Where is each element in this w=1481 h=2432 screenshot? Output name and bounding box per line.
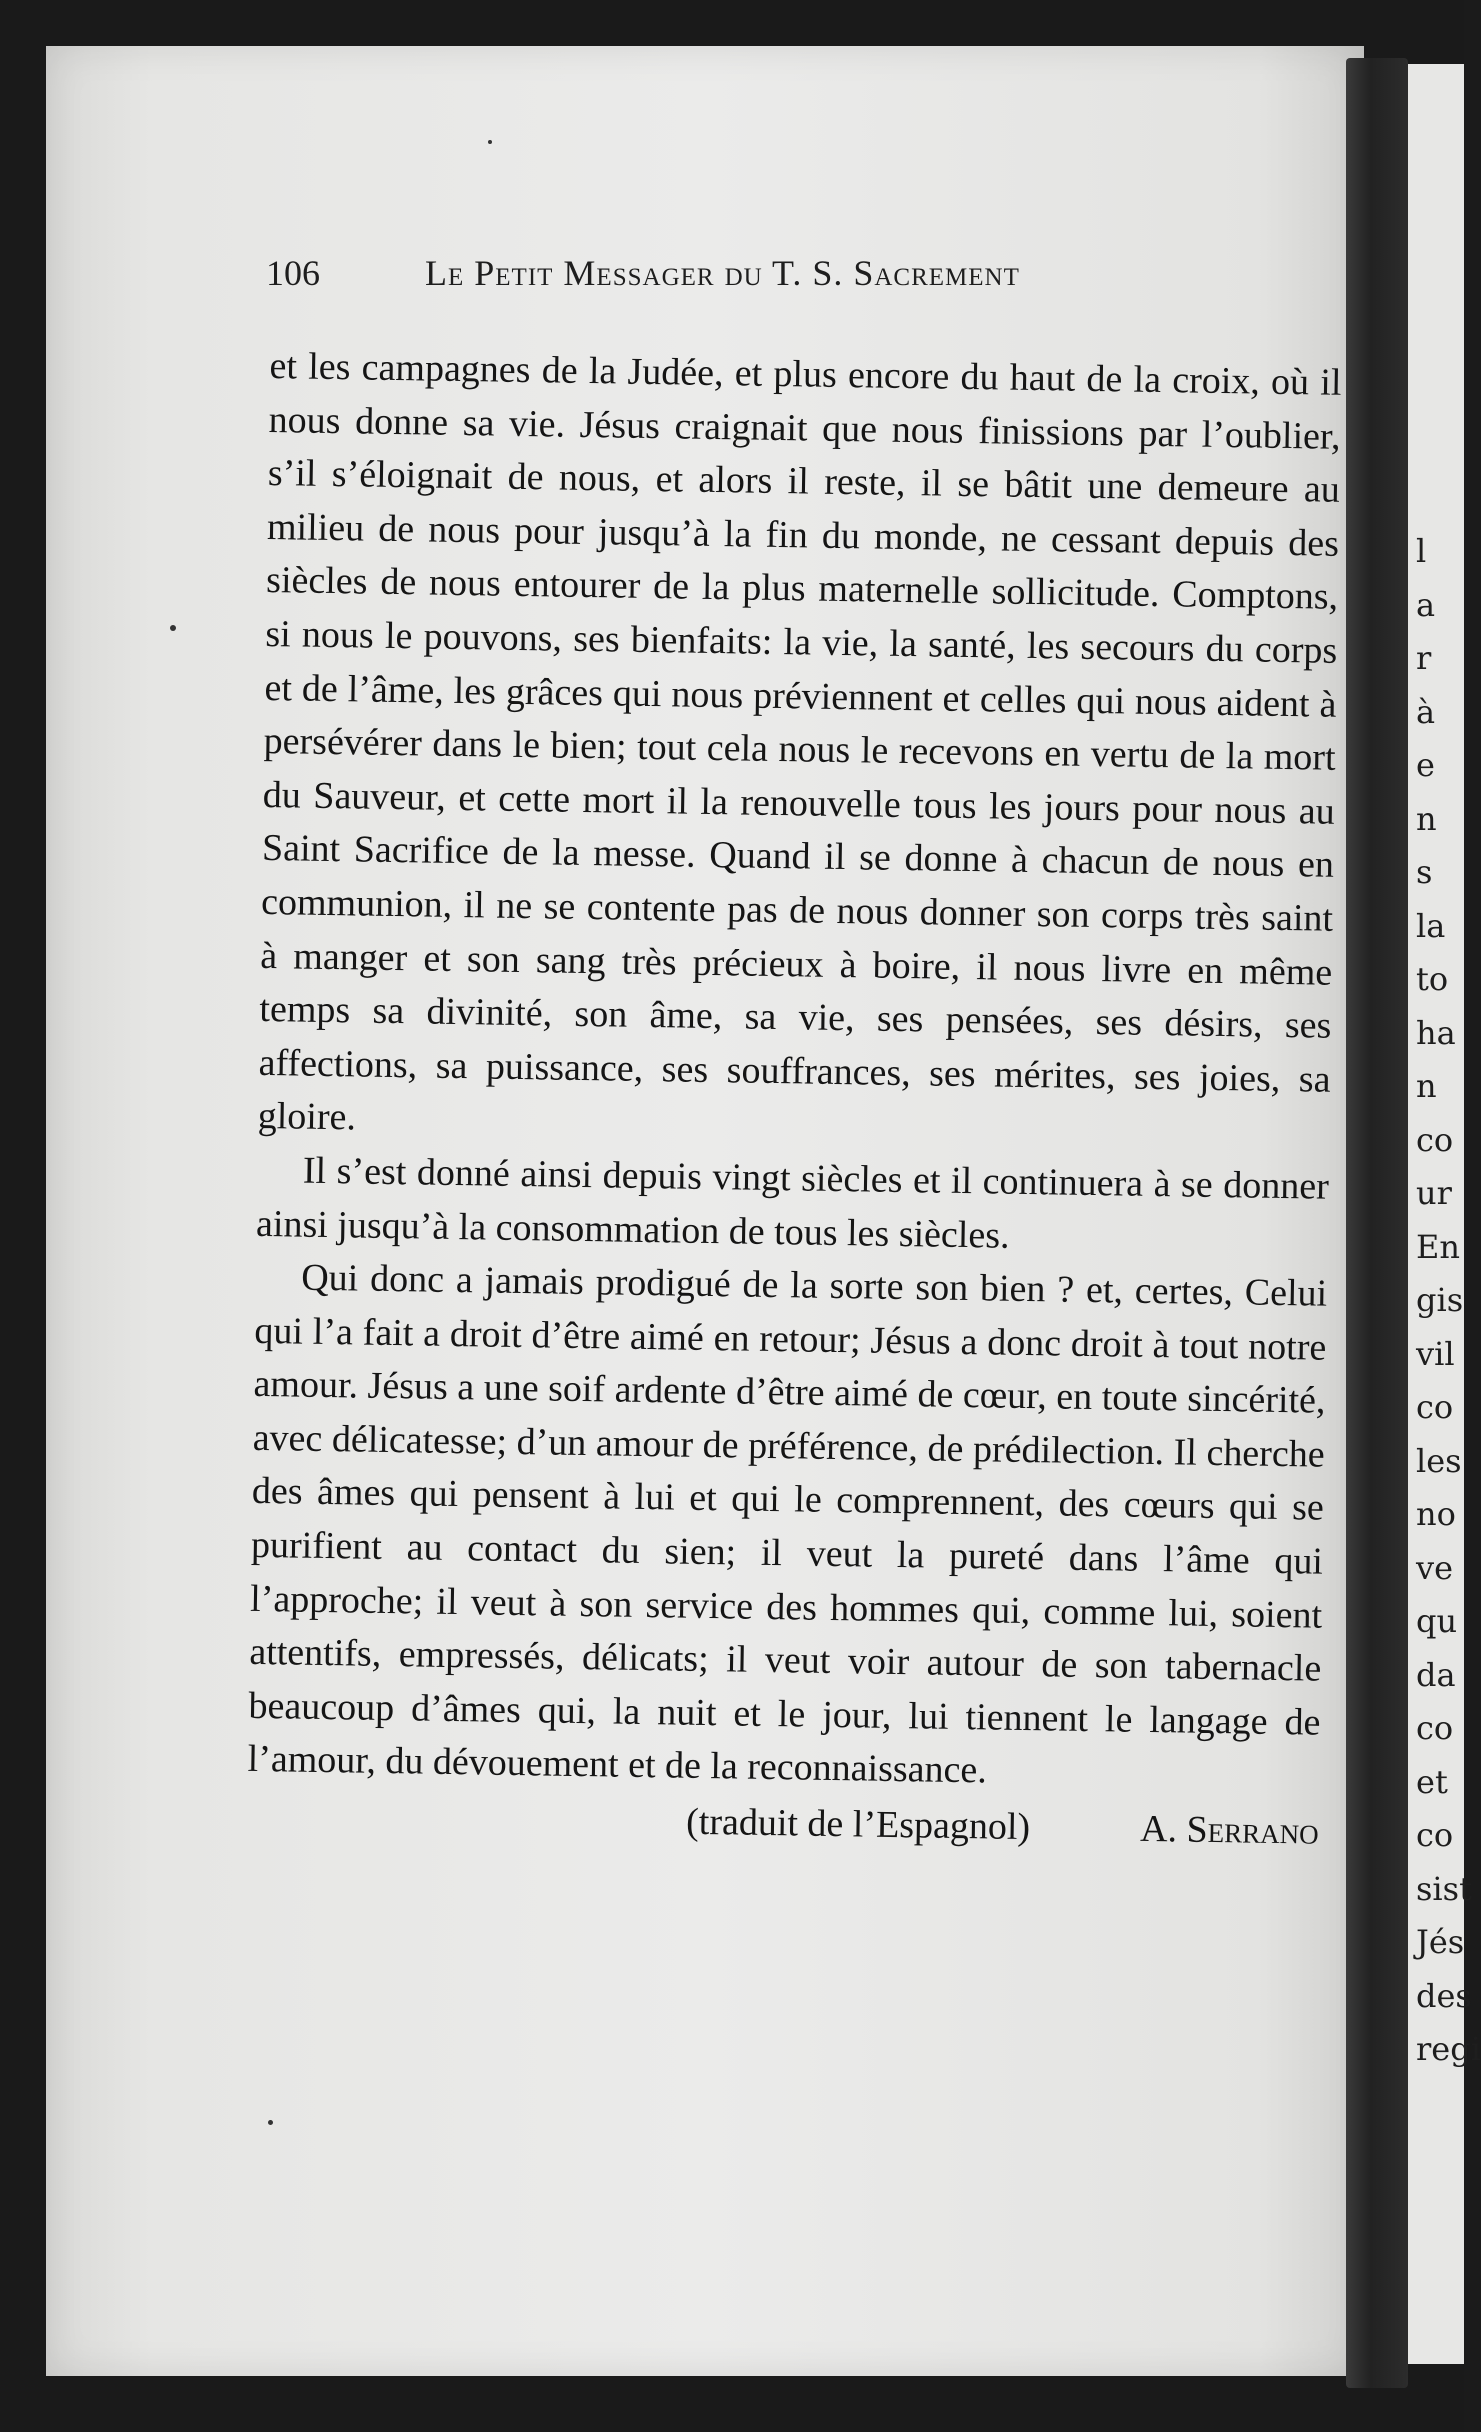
facing-page-line: qu	[1416, 1602, 1458, 1640]
author-name: A. Serrano	[1139, 1807, 1320, 1853]
facing-page-line: e	[1416, 746, 1435, 784]
facing-page-line: ve	[1416, 1548, 1454, 1587]
facing-page-line: Jés	[1416, 1923, 1465, 1961]
facing-page-line: les	[1416, 1441, 1462, 1480]
facing-page-text	[1416, 525, 1481, 2077]
translation-note: (traduit de l’Espagnol)	[685, 1800, 1031, 1849]
facing-page-line: to	[1416, 960, 1449, 998]
dust-speck	[488, 140, 492, 144]
facing-page-line: gis	[1416, 1281, 1464, 1319]
facing-page-line: co	[1416, 1816, 1454, 1854]
dust-speck	[170, 625, 176, 631]
facing-page-line: à	[1416, 692, 1436, 731]
facing-page-line: ha	[1416, 1013, 1456, 1052]
facing-page-line: la	[1416, 906, 1446, 945]
paragraph: Qui donc a jamais prodigué de la sorte son bien ? et, certes, Celui qui l’a fait a droit d’être aimé en retour; Jésus a donc droit à tout notre amour. Jésus a une soif ardente d’être aimé de cœur, en toute sincérité, avec délicatesse; d’un amour de préférence, de prédilection. Il cherche des âmes qui pensent à lui et qui le comprennent, des cœurs qui se purifient au contact du sien; il veut la pureté dans l’âme qui l’approche; il veut à son service des hommes qui, comme lui, soient attentifs, empressés, délicats; il veut voir autour de son tabernacle beaucoup d’âmes qui, la nuit et le jour, lui tiennent le langage de l’amour, du dévouement et de la reconnaissance.	[247, 1256, 1328, 1792]
facing-page-line: co	[1416, 1388, 1454, 1426]
running-title: Le Petit Messager du T. S. Sacrement	[425, 253, 1020, 293]
facing-page-line: ur	[1416, 1174, 1452, 1212]
facing-page-line: des	[1416, 1976, 1472, 2015]
facing-page-line: sist	[1416, 1869, 1472, 1908]
facing-page-line: regi	[1416, 2030, 1481, 2068]
facing-page-line: En	[1416, 1227, 1460, 1266]
facing-page-line: co	[1416, 1709, 1454, 1747]
page-number: 106	[266, 253, 320, 293]
running-head	[266, 252, 1186, 294]
facing-page-line: a	[1416, 585, 1436, 624]
facing-page-line: s	[1416, 853, 1433, 891]
paragraph: et les campagnes de la Judée, et plus encore du haut de la croix, où il nous donne sa vie. Jésus craignait que nous finissions par l’oublier, s’il s’éloignait de nous, et alors il reste, il se bâtit une demeure au milieu de nous pour jusqu’à la fin du monde, ne cessant depuis des siècles de nous entourer de la plus maternelle sollicitude. Comptons, si nous le pouvons, ses bienfaits: la vie, la santé, les secours du corps et de l’âme, les grâces qui nous préviennent et celles qui nous aident à persévérer dans le bien; tout cela nous le recevons en vertu de la mort du Sauveur, et cette mort il la renouvelle tous les jours pour nous au Saint Sacrifice de la messe. Quand il se donne à chacun de nous en communion, il ne se contente pas de nous donner son corps très saint à manger et son sang très précieux à boire, il nous livre en même temps sa divinité, son âme, sa vie, ses pensées, ses désirs, ses affections, sa puissance, ses souffrances, ses mérites, ses joies, sa gloire.	[257, 344, 1342, 1139]
facing-page-line: da	[1416, 1655, 1456, 1694]
facing-page-line: n	[1416, 1067, 1437, 1105]
facing-page-line: vil	[1416, 1334, 1455, 1373]
paragraph: Il s’est donné ainsi depuis vingt siècles et il continuera à se donner ainsi jusqu’à la consommation de tous les siècles.	[255, 1149, 1330, 1257]
facing-page-line: n	[1416, 799, 1437, 838]
book-gutter	[1346, 58, 1408, 2388]
facing-page-line: et	[1416, 1762, 1448, 1801]
facing-page-line: l	[1416, 532, 1427, 570]
dust-speck	[268, 2120, 273, 2125]
facing-page-line: co	[1416, 1120, 1454, 1159]
facing-page-line: r	[1416, 639, 1432, 677]
article-body	[246, 340, 1341, 1859]
facing-page-line: no	[1416, 1495, 1456, 1533]
